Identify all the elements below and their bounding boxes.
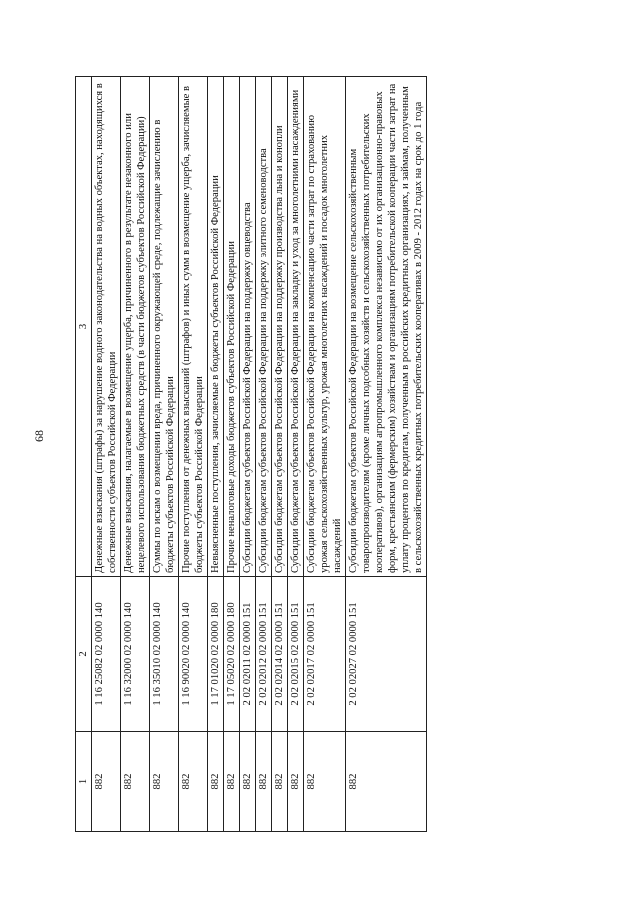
description-cell: Прочие неналоговые доходы бюджетов субъектов Российской Федерации bbox=[224, 77, 240, 577]
header-col-1: 1 bbox=[76, 732, 92, 832]
revenue-code-cell: 2 02 02017 02 0000 151 bbox=[304, 577, 346, 732]
revenue-code-cell: 1 17 01020 02 0000 180 bbox=[208, 577, 224, 732]
revenue-code-cell: 2 02 02014 02 0000 151 bbox=[272, 577, 288, 732]
table-row bbox=[346, 77, 427, 832]
admin-code-cell: 882 bbox=[256, 732, 272, 832]
revenue-code-cell: 2 02 02011 02 0000 151 bbox=[240, 577, 256, 732]
description-cell: Суммы по искам о возмещении вреда, причиненного окружающей среде, подлежащие зачислению в бюджеты субъектов Российской Федерации bbox=[150, 77, 179, 577]
page-number: 68 bbox=[32, 430, 46, 442]
description-cell: Субсидии бюджетам субъектов Российской Федерации на поддержку элитного семеноводства bbox=[256, 77, 272, 577]
description-cell: Денежные взыскания, налагаемые в возмещение ущерба, причиненного в результате незаконного или нецелевого использования бюджетных средств (в части бюджетов субъектов Российской Федерации) bbox=[121, 77, 150, 577]
revenue-code-cell: 1 17 05020 02 0000 180 bbox=[224, 577, 240, 732]
table-row bbox=[272, 77, 288, 832]
table-row bbox=[92, 77, 121, 832]
revenue-code-cell: 2 02 02015 02 0000 151 bbox=[288, 577, 304, 732]
description-cell: Субсидии бюджетам субъектов Российской Федерации на закладку и уход за многолетними насаждениями bbox=[288, 77, 304, 577]
admin-code-cell: 882 bbox=[304, 732, 346, 832]
description-cell: Денежные взыскания (штрафы) за нарушение водного законодательства на водных объектах, находящихся в собственности субъектов Российской Федерации bbox=[92, 77, 121, 577]
revenue-code-cell: 2 02 02027 02 0000 151 bbox=[346, 577, 427, 732]
header-col-2: 2 bbox=[76, 577, 92, 732]
admin-code-cell: 882 bbox=[208, 732, 224, 832]
description-cell: Субсидии бюджетам субъектов Российской Федерации на поддержку производства льна и конопли bbox=[272, 77, 288, 577]
admin-code-cell: 882 bbox=[150, 732, 179, 832]
admin-code-cell: 882 bbox=[92, 732, 121, 832]
revenue-code-cell: 1 16 90020 02 0000 140 bbox=[179, 577, 208, 732]
table-row bbox=[179, 77, 208, 832]
revenue-codes-table bbox=[75, 76, 427, 832]
header-col-3: 3 bbox=[76, 77, 92, 577]
table-row bbox=[288, 77, 304, 832]
description-cell: Субсидии бюджетам субъектов Российской Федерации на компенсацию части затрат по страхованию урожая сельскохозяйственных культур, урожая многолетних насаждений и посадок многолетних насаждений bbox=[304, 77, 346, 577]
table-row bbox=[208, 77, 224, 832]
table-row bbox=[224, 77, 240, 832]
admin-code-cell: 882 bbox=[240, 732, 256, 832]
description-cell: Субсидии бюджетам субъектов Российской Федерации на возмещение сельскохозяйственным товаропроизводителям (кроме личных подсобных хозяйств и сельскохозяйственных потребительских кооперативов), организациям агропромышленного комплекса независимо от их организационно-правовых форм, крестьянским (фермерским) хозяйствам и организациям потребительской кооперации части затрат на уплату процентов по кредитам, полученным в российских кредитных организациях, и займам, полученным в сельскохозяйственных кредитных потребительских кооперативах в 2009 - 2012 годах на срок до 1 года bbox=[346, 77, 427, 577]
admin-code-cell: 882 bbox=[121, 732, 150, 832]
table-row bbox=[240, 77, 256, 832]
document-table-rotated bbox=[75, 77, 427, 832]
table-row bbox=[150, 77, 179, 832]
table-row bbox=[304, 77, 346, 832]
admin-code-cell: 882 bbox=[179, 732, 208, 832]
description-cell: Субсидии бюджетам субъектов Российской Федерации на поддержку овцеводства bbox=[240, 77, 256, 577]
admin-code-cell: 882 bbox=[272, 732, 288, 832]
description-cell: Прочие поступления от денежных взысканий (штрафов) и иных сумм в возмещение ущерба, зачисляемые в бюджеты субъектов Российской Федерации bbox=[179, 77, 208, 577]
table-row bbox=[256, 77, 272, 832]
revenue-code-cell: 1 16 35010 02 0000 140 bbox=[150, 577, 179, 732]
revenue-code-cell: 2 02 02012 02 0000 151 bbox=[256, 577, 272, 732]
table-row bbox=[121, 77, 150, 832]
revenue-code-cell: 1 16 32000 02 0000 140 bbox=[121, 577, 150, 732]
description-cell: Невыясненные поступления, зачисляемые в бюджеты субъектов Российской Федерации bbox=[208, 77, 224, 577]
admin-code-cell: 882 bbox=[224, 732, 240, 832]
revenue-code-cell: 1 16 25082 02 0000 140 bbox=[92, 577, 121, 732]
admin-code-cell: 882 bbox=[346, 732, 427, 832]
admin-code-cell: 882 bbox=[288, 732, 304, 832]
table-header-row bbox=[76, 77, 92, 832]
